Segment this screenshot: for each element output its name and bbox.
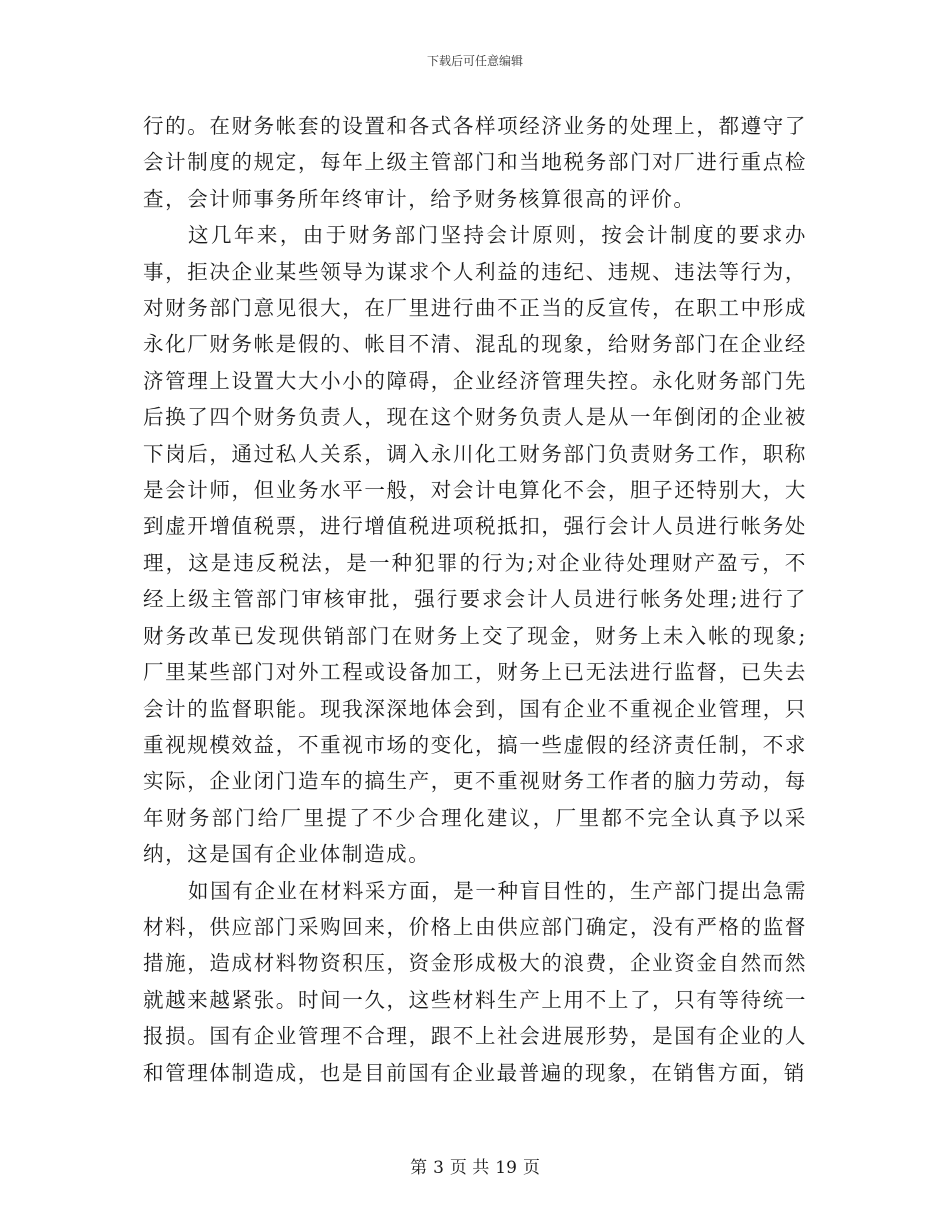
page-number: 3 [433, 1158, 444, 1178]
paragraph-2: 这几年来，由于财务部门坚持会计原则，按会计制度的要求办事，拒决企业某些领导为谋求个人利益的违纪、违规、违法等行为，对财务部门意见很大，在厂里进行曲不正当的反宣传，在职工中形成永化厂财务帐是假的、帐目不清、混乱的现象，给财务部门在企业经济管理上设置大大小小的障碍，企业经济管理失控。永化财务部门先后换了四个财务负责人，现在这个财务负责人是从一年倒闭的企业被下岗后，通过私人关系，调入永川化工财务部门负责财务工作，职称是会计师，但业务水平一般，对会计电算化不会，胆子还特别大，大到虚开增值税票，进行增值税进项税抵扣，强行会计人员进行帐务处理，这是违反税法，是一种犯罪的行为;对企业待处理财产盈亏，不经上级主管部门审核审批，强行要求会计人员进行帐务处理;进行了财务改革已发现供销部门在财务上交了现金，财务上未入帐的现象;厂里某些部门对外工程或设备加工，财务上已无法进行监督，已失去会计的监督职能。现我深深地体会到，国有企业不重视企业管理，只重视规模效益，不重视市场的变化，搞一些虚假的经济责任制，不求实际，企业闭门造车的搞生产，更不重视财务工作者的脑力劳动，每年财务部门给厂里提了不少合理化建议，厂里都不完全认真予以采纳，这是国有企业体制造成。 [143, 223, 807, 867]
page-total: 19 [495, 1158, 517, 1178]
footer-prefix: 第 [410, 1158, 428, 1178]
document-body [143, 108, 807, 1091]
page-header: 下载后可任意编辑 [426, 54, 523, 68]
footer-suffix: 页 [522, 1158, 540, 1178]
footer-mid: 页 共 [449, 1158, 490, 1178]
page-footer [0, 1153, 950, 1178]
paragraph-1: 行的。在财务帐套的设置和各式各样项经济业务的处理上，都遵守了会计制度的规定，每年上级主管部门和当地税务部门对厂进行重点检查，会计师事务所年终审计，给予财务核算很高的评价。 [143, 114, 807, 211]
paragraph-3: 如国有企业在材料采方面，是一种盲目性的，生产部门提出急需材料，供应部门采购回来，价格上由供应部门确定，没有严格的监督措施，造成材料物资积压，资金形成极大的浪费，企业资金自然而然就越来越紧张。时间一久，这些材料生产上用不上了，只有等待统一报损。国有企业管理不合理，跟不上社会进展形势，是国有企业的人和管理体制造成，也是目前国有企业最普遍的现象，在销售方面，销 [143, 878, 807, 1085]
